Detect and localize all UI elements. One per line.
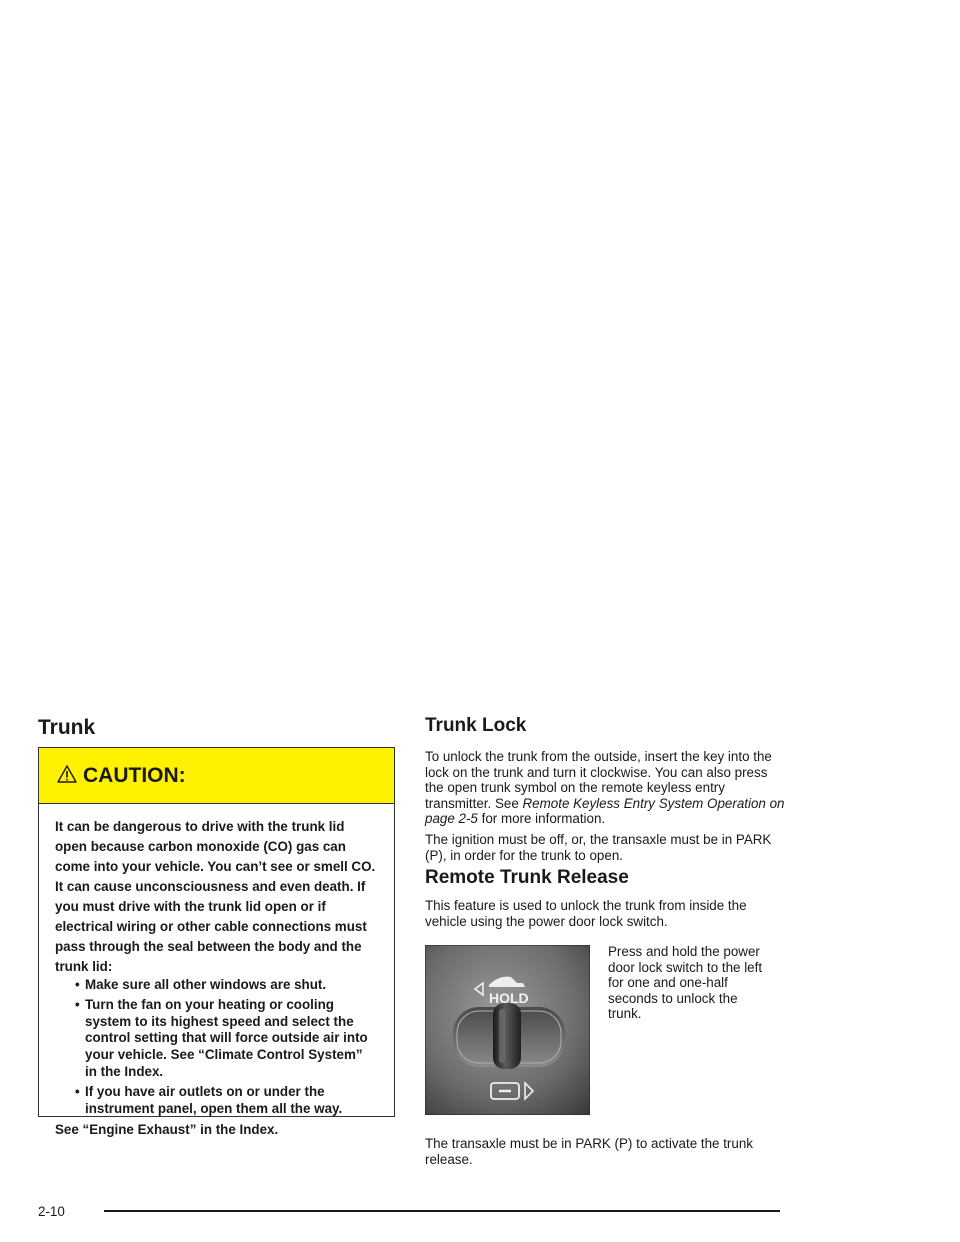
remote-release-paragraph-2: The transaxle must be in PARK (P) to activate the trunk release. [425,1136,753,1167]
trunk-lock-paragraph-2: The ignition must be off, or, the transaxle must be in PARK (P), in order for the trunk to open. [425,832,772,863]
hold-label: HOLD [489,990,529,1006]
footer-rule [104,1210,780,1212]
caution-bullet-list [55,977,378,1117]
section-heading-trunk-lock: Trunk Lock [425,715,527,736]
door-lock-switch-photo [425,945,590,1115]
caution-title: CAUTION: [83,763,186,787]
caution-see-reference: See “Engine Exhaust” in the Index. [55,1122,279,1138]
cross-reference-link[interactable]: Remote Keyless Entry System Operation on page 2-5 [425,795,785,827]
section-heading-remote-trunk-release: Remote Trunk Release [425,867,629,888]
page-number: 2-10 [38,1204,65,1219]
caution-box [38,747,395,1138]
paragraph-text: for more information. [477,811,606,827]
trunk-lock-paragraph-1 [425,749,785,827]
caution-bullet: • Turn the fan on your heating or cooling system to its highest speed and select the control setting that will force outside air into your vehicle. See “Climate Control System” in the Index. [55,997,378,1081]
remote-release-paragraph-1: This feature is used to unlock the trunk from inside the vehicle using the power door lock switch. [425,898,747,929]
caution-body [39,804,394,1140]
paragraph-text: To unlock the trunk from the outside, insert the key into the lock on the trunk and turn it clockwise. You can also press the open trunk symbol on the remote keyless entry transmitter. See [425,749,772,811]
caution-bullet: • If you have air outlets on or under the instrument panel, open them all the way. [55,1084,378,1118]
caution-header [39,748,394,804]
photo-caption: Press and hold the power door lock switch to the left for one and one-half seconds to unlock the trunk. [608,944,763,1022]
caution-intro: It can be dangerous to drive with the trunk lid open because carbon monoxide (CO) gas can come into your vehicle. You can’t see or smell CO. It can cause unconsciousness and even death. If you must drive with the trunk lid open or if electrical wiring or other cable connections must pass through the seal between the body and the trunk lid: [55,819,376,974]
caution-bullet: • Make sure all other windows are shut. [55,977,378,994]
warning-triangle-icon [57,764,77,784]
section-heading-trunk: Trunk [38,716,96,739]
